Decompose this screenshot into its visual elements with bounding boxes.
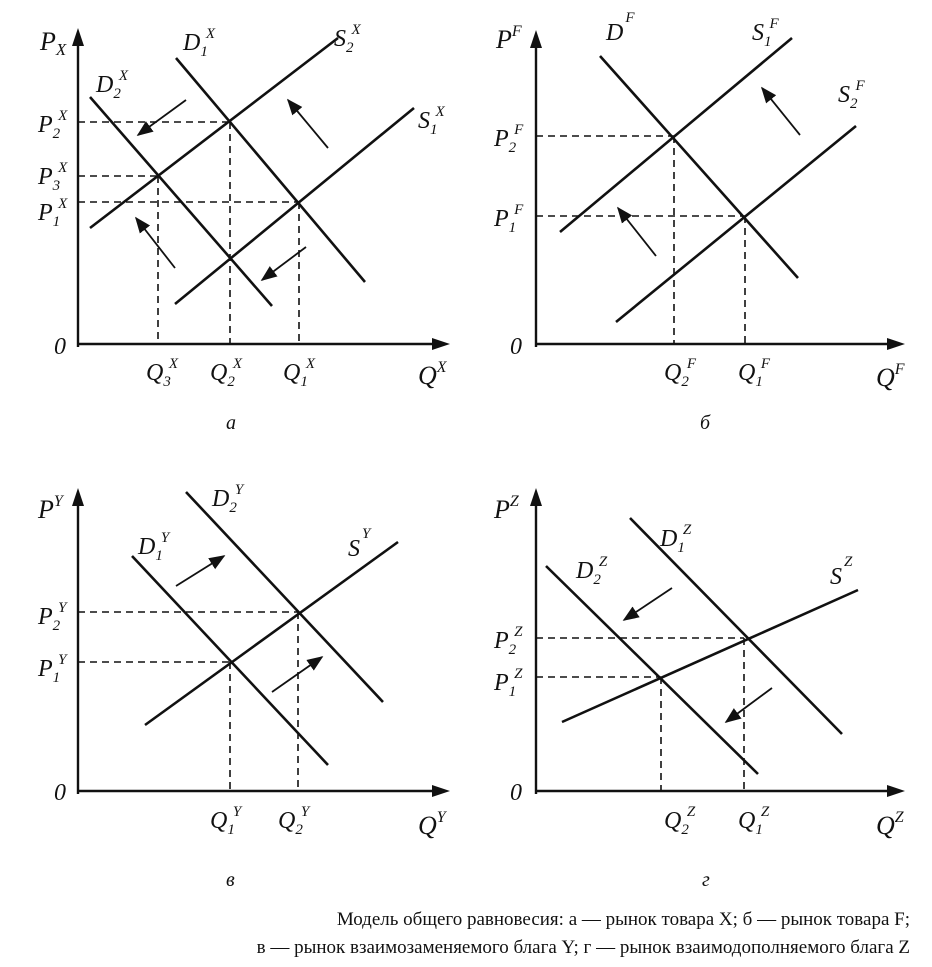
panel-d-ytick-p2: $P_2Z$ [494, 624, 523, 658]
panel-d-ytick-p1: $P_1Z$ [494, 666, 523, 700]
panel-a-xtick-q3: $Q_3X$ [146, 356, 179, 390]
panel-b-label-s2: $S_2F$ [838, 78, 865, 112]
panel-c-label-d2: $D_2Y$ [212, 482, 244, 516]
panel-c-x-axis-arrow [432, 785, 450, 797]
panel-c-curve-d2 [186, 492, 383, 702]
panel-b-xtick-q2: $Q_2F$ [664, 356, 697, 390]
panel-d-label-d2: $D_2Z$ [576, 554, 608, 588]
caption-line-2: в — рынок взаимозаменяемого блага Y; г — рынок взаимодополняемого блага Z [256, 937, 910, 958]
panel-b-x-axis-label: $Q^F$ [876, 361, 905, 392]
panel-d-shift-arrow-2 [726, 688, 772, 722]
panel-c-curve-s [145, 542, 398, 725]
panel-a-ytick-p3: $P_3X$ [38, 160, 68, 194]
panel-a-letter: а [226, 412, 236, 434]
panel-d-letter: г [702, 869, 710, 891]
panel-b-curve-d [600, 56, 798, 278]
panel-c-shift-arrow-1 [176, 556, 224, 586]
panel-a-y-axis-label: PX [40, 27, 67, 59]
panel-c-ytick-p2: $P_2Y$ [38, 600, 67, 634]
panel-d-x-axis-label: $Q^Z$ [876, 809, 904, 840]
panel-d-xtick-q2: $Q_2Z$ [664, 804, 696, 838]
panel-d-y-axis-label: $P^Z$ [494, 493, 519, 524]
panel-d-curve-d2 [546, 566, 758, 774]
panel-a-origin: 0 [54, 334, 66, 360]
panel-d [493, 488, 905, 891]
panel-c-letter: в [226, 869, 235, 891]
panel-b-origin: 0 [510, 334, 522, 360]
panel-c-xtick-q1: $Q_1Y$ [210, 804, 242, 838]
panel-d-shift-arrow-1 [624, 588, 672, 620]
panel-c-label-s: $S^Y$ [348, 526, 371, 562]
panel-a-shift-arrow-left [138, 100, 186, 135]
panel-d-label-s: $S^Z$ [830, 554, 853, 590]
panel-a [37, 22, 450, 434]
panel-c-shift-arrow-2 [272, 657, 322, 692]
panel-c-origin: 0 [54, 780, 66, 806]
panel-a-shift-arrow-up-left-1 [136, 218, 175, 268]
panel-a-y-axis-arrow [72, 28, 84, 46]
panel-a-label-d2: $D_2X$ [96, 68, 129, 102]
panel-b-curve-s1 [560, 38, 792, 232]
panel-d-y-axis-arrow [530, 488, 542, 506]
panel-a-shift-arrow-up-left-2 [288, 100, 328, 148]
panel-d-curve-s [562, 590, 858, 722]
panel-b-label-s1: $S_1F$ [752, 16, 779, 50]
panel-c-x-axis-label: $Q^Y$ [418, 809, 446, 840]
panel-d-x-axis-arrow [887, 785, 905, 797]
panel-b-y-axis-arrow [530, 30, 542, 48]
panel-d-origin: 0 [510, 780, 522, 806]
panel-b-xtick-q1: $Q_1F$ [738, 356, 771, 390]
panel-a-ytick-p2: $P_2X$ [38, 108, 68, 142]
panel-b-y-axis-label: $P^F$ [496, 23, 522, 54]
panel-b-shift-arrow-2 [762, 88, 800, 135]
panel-a-label-d1: $D_1X$ [183, 26, 216, 60]
panel-b-label-d: $D^F$ [606, 10, 635, 46]
panel-a-x-axis-arrow [432, 338, 450, 350]
panel-d-xtick-q1: $Q_1Z$ [738, 804, 770, 838]
panel-a-label-s2: $S_2X$ [334, 22, 361, 56]
panel-c-ytick-p1: $P_1Y$ [38, 652, 67, 686]
panel-c-xtick-q2: $Q_2Y$ [278, 804, 310, 838]
panel-c-y-axis-arrow [72, 488, 84, 506]
panel-c [37, 482, 450, 891]
panel-d-label-d1: $D_1Z$ [660, 522, 692, 556]
panel-a-label-s1: $S_1X$ [418, 104, 445, 138]
panel-a-curve-s1 [175, 108, 414, 304]
panel-b-ytick-p1: $P_1F$ [494, 202, 524, 236]
caption-line-1: Модель общего равновесия: а — рынок товара X; б — рынок товара F; [336, 909, 910, 930]
panel-b-x-axis-arrow [887, 338, 905, 350]
panel-a-xtick-q1: $Q_1X$ [283, 356, 316, 390]
panel-c-y-axis-label: $P^Y$ [38, 493, 63, 524]
panel-a-ytick-p1: $P_1X$ [38, 196, 68, 230]
panel-a-xtick-q2: $Q_2X$ [210, 356, 243, 390]
panel-b [493, 10, 905, 434]
panel-b-letter: б [700, 412, 711, 434]
panel-c-label-d1: $D_1Y$ [138, 530, 170, 564]
panel-b-ytick-p2: $P_2F$ [494, 122, 524, 156]
panel-a-x-axis-label: $Q^X$ [418, 359, 447, 390]
